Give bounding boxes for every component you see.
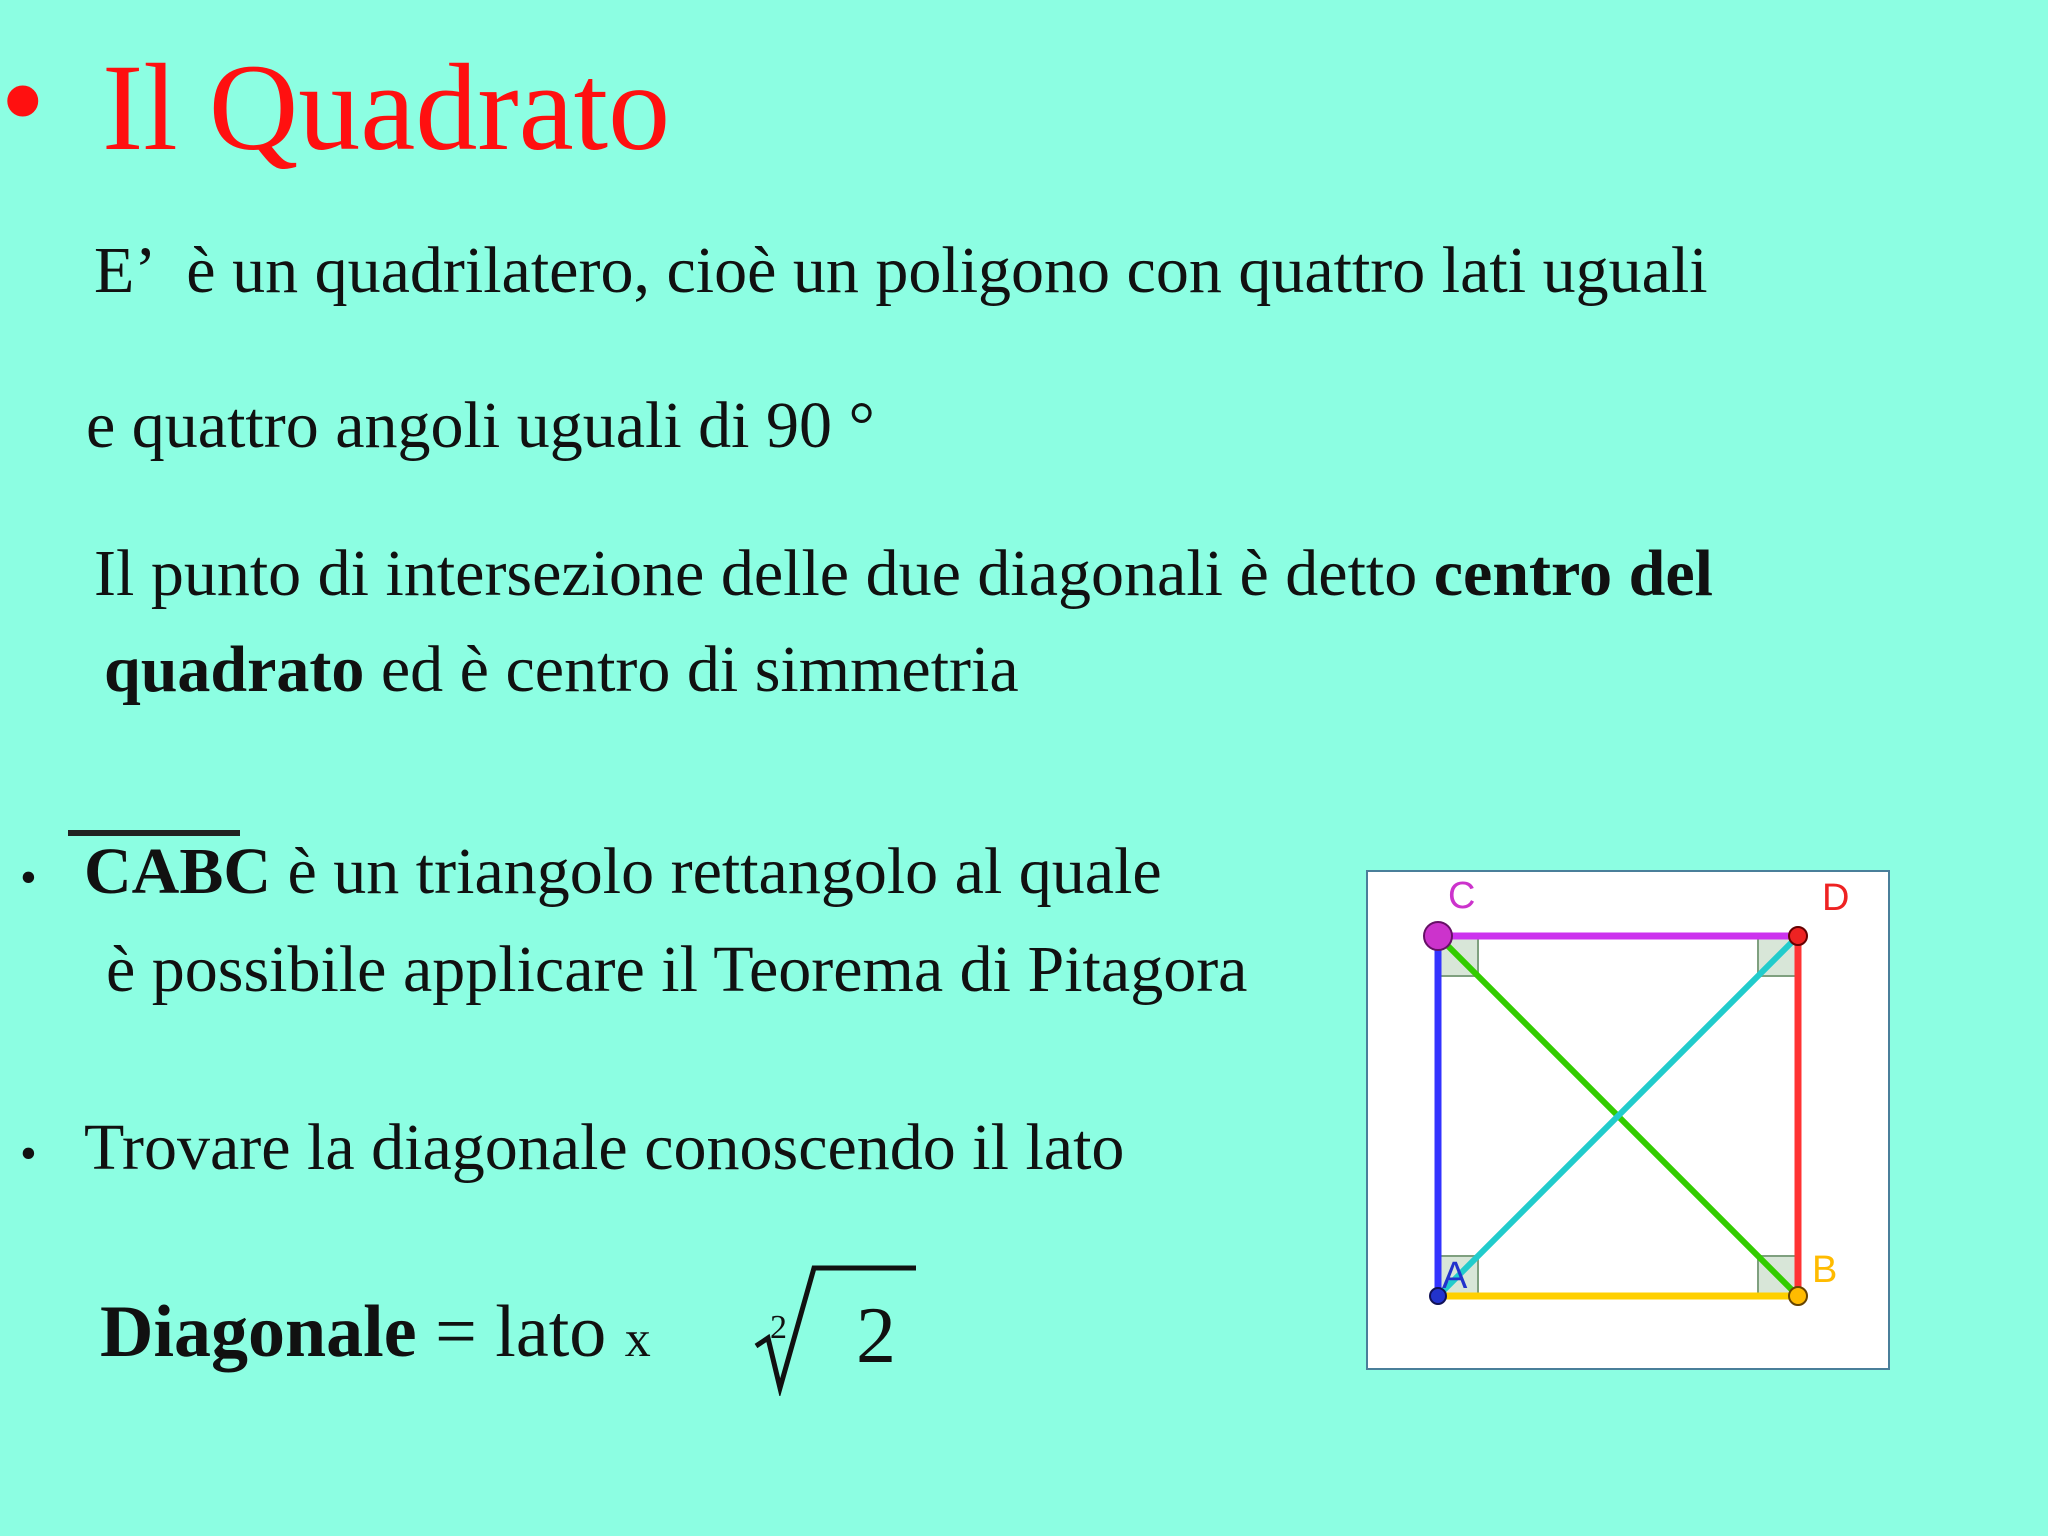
formula-times: x xyxy=(624,1311,651,1368)
definition-text: è un quadrilatero, cioè un poligono con quattro lati uguali xyxy=(186,234,1708,307)
slide-title: Il Quadrato xyxy=(102,39,671,176)
point-c xyxy=(1424,922,1452,950)
center-line-1 xyxy=(94,538,1713,611)
definition-prefix: E’ xyxy=(94,234,157,307)
formula-equals: = lato xyxy=(416,1291,625,1373)
diagonal-formula xyxy=(100,1292,651,1373)
triangle-name: CABC xyxy=(84,835,272,908)
label-d: D xyxy=(1822,877,1850,919)
square-diagram xyxy=(1368,872,1892,1372)
root-index: 2 xyxy=(770,1309,787,1346)
center-text-b: ed è centro di simmetria xyxy=(364,633,1019,706)
definition-line-1 xyxy=(94,235,1708,308)
title-bullet: • xyxy=(0,29,46,173)
root-radicand: 2 xyxy=(856,1292,896,1380)
point-b xyxy=(1789,1287,1807,1305)
center-text-a: Il punto di intersezione delle due diagonali è detto xyxy=(94,537,1434,610)
square-diagram-frame xyxy=(1366,870,1890,1370)
center-bold-b: quadrato xyxy=(104,633,365,706)
point-d xyxy=(1789,927,1807,945)
label-a: A xyxy=(1442,1255,1468,1297)
list-bullet-2: • xyxy=(20,1127,37,1180)
label-c: C xyxy=(1448,875,1476,917)
triangle-text: è un triangolo rettangolo al quale xyxy=(271,835,1162,908)
definition-line-2: e quattro angoli uguali di 90 ° xyxy=(86,389,875,462)
center-line-2 xyxy=(104,634,1019,707)
label-b: B xyxy=(1812,1249,1838,1291)
diagonal-task: Trovare la diagonale conoscendo il lato xyxy=(84,1111,1125,1184)
triangle-line-2: è possibile applicare il Teorema di Pitagora xyxy=(106,933,1248,1006)
formula-label: Diagonale xyxy=(100,1291,417,1373)
triangle-line-1 xyxy=(84,836,1162,909)
center-bold-a: centro del xyxy=(1433,537,1713,610)
list-bullet-1: • xyxy=(20,851,37,904)
